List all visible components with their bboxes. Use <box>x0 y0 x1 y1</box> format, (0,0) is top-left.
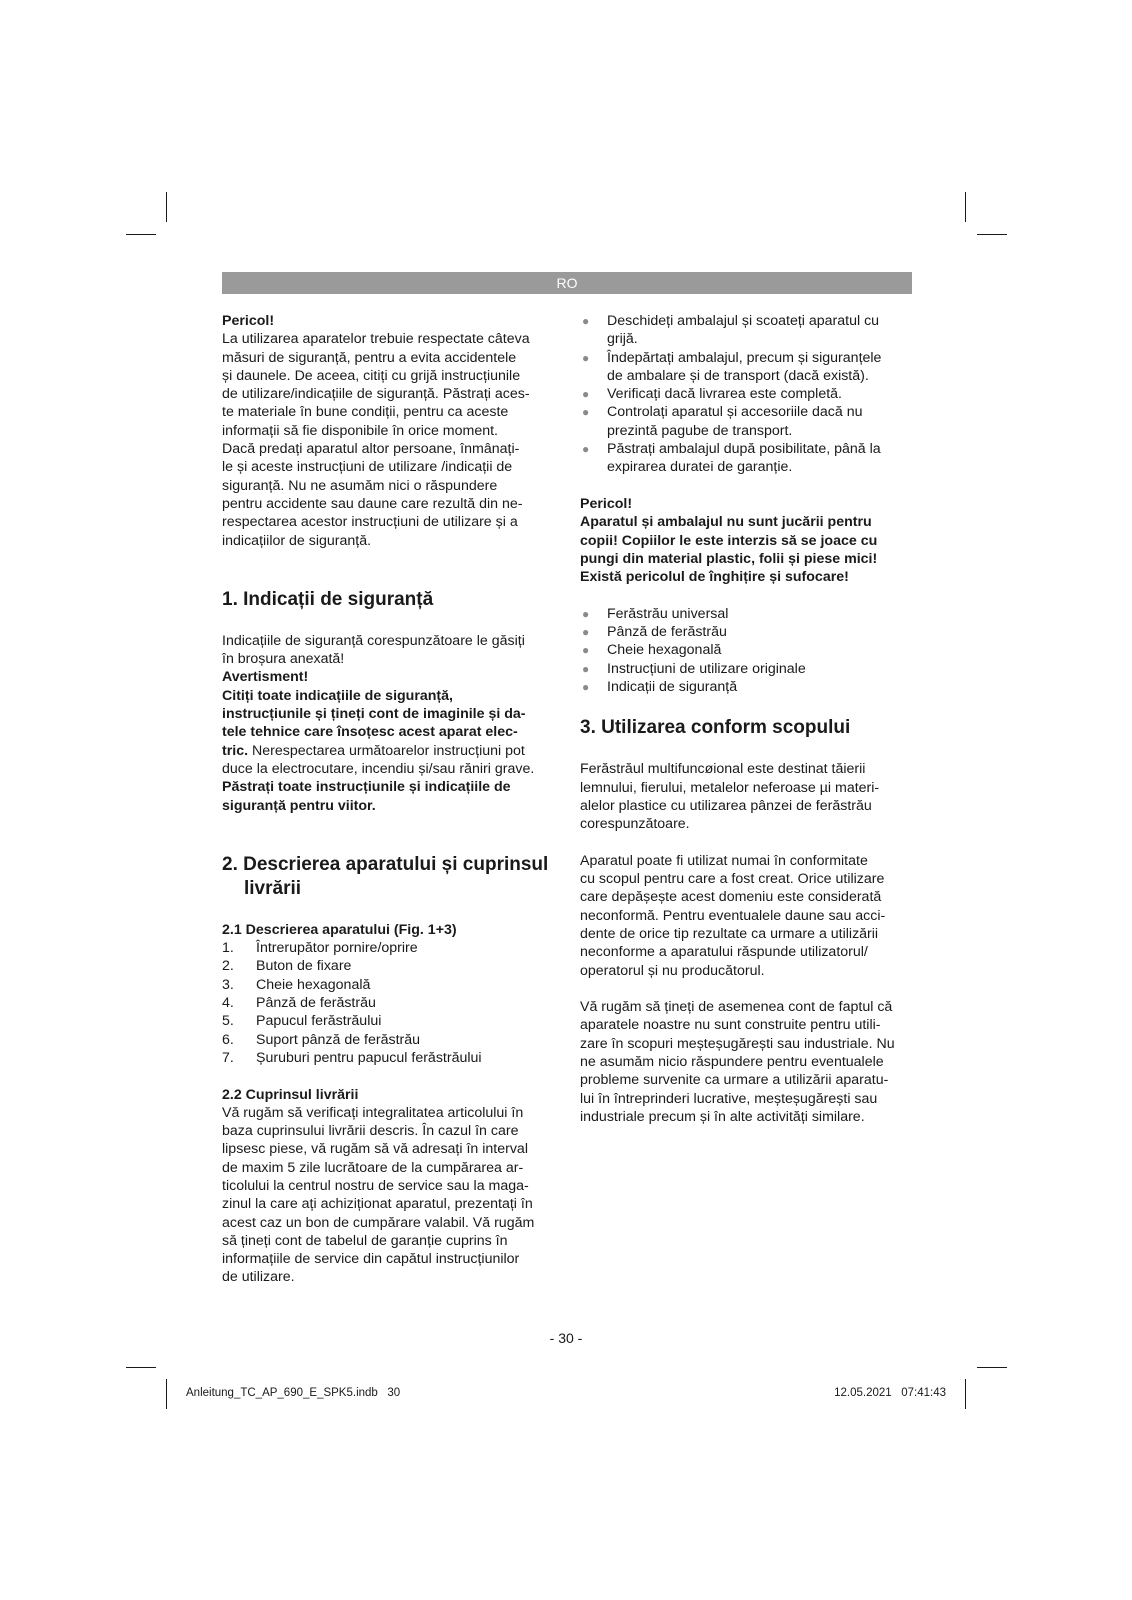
list-item: ● Ferăstrău universal <box>582 605 729 622</box>
subsection-2-1-title: 2.1 Descrierea aparatului (Fig. 1+3) <box>222 921 457 938</box>
intro-text: La utilizarea aparatelor trebuie respectate câteva măsuri de siguranță, pentru a evita accidentele și daunele. De aceea, citiți cu grijă instrucțiunile de utilizare/indicațiile de siguranță. Păstrați aces- te materiale în bune condiții, pentru ca aceste informații să fie disponibile în orice moment. Dacă predați aparatul altor persoane, înmânați- le și aceste instrucțiuni de utilizare /indicații de siguranță. Nu ne asumăm nici o răspundere pentru accidente sau daune care rezultă din ne- respectarea acestor instrucțiuni de utilizare și a indicațiilor de siguranță. <box>222 331 530 549</box>
bullet-icon: ● <box>582 643 590 658</box>
crop-mark <box>965 1379 966 1409</box>
parts-list <box>222 939 552 1067</box>
list-item: ● Cheie hexagonală <box>582 642 722 659</box>
contents-list <box>580 605 910 696</box>
purpose-paragraph-2: Aparatul poate fi utilizat numai în conformitate cu scopul pentru care a fost creat. Orice utilizare care depășește acest domeniu este considerată neconformă. Pentru eventualele daune sau acci- dente de orice tip rezultate ca urmare a utilizării neconforme a aparatului răspunde utilizatorul/ operatorul și nu producătorul. <box>580 852 886 979</box>
list-item: 5. Papucul ferăstrăului <box>222 1013 382 1030</box>
purpose-paragraph-1: Ferăstrăul multifuncøional este destinat tăierii lemnului, fierului, metalelor neferoase µi materi- alelor plastice cu utilizarea pânzei de ferăstrău corespunzătoare. <box>580 761 880 833</box>
bullet-icon: ● <box>582 442 590 457</box>
page-number: - 30 - <box>549 1330 583 1346</box>
list-item: ● Indicații de siguranță <box>582 678 738 695</box>
bullet-icon: ● <box>582 661 590 676</box>
crop-mark <box>166 1379 167 1409</box>
danger-title: Pericol! <box>222 313 275 329</box>
list-item: 4. Pânză de ferăstrău <box>222 995 376 1012</box>
list-item: ● Instrucțiuni de utilizare originale <box>582 660 806 677</box>
unpacking-list <box>580 312 910 477</box>
right-column: ● Deschideți ambalajul și scoateți aparatul cu grijă. ● Îndepărtați ambalajul, precum și siguranțele de ambalare și de transport (dacă există). ● Verificați dacă livrarea este completă. ● Controlați aparatul și accesoriile dacă nu prezintă pagube de transport. ● Păstrați ambalajul după posibilitate, până la expirarea duratei de garanție. Pericol! Aparatul și ambalajul nu sunt jucării pentru copii! Copiilor le este interzis să se joace cu pungi din material plastic, folii și piese mici! Există pericolul de înghițire și sufocare! ● Ferăstrău universal ● Pânză de ferăstrău ● Cheie hexagonală ● Instrucțiuni de utilizare originale ● Indicații de siguranță 3. Utilizarea conform scopului Ferăstrăul multifuncøional este destinat tăierii lemnului, fierului, metalelor neferoase µi materi- alelor plastice cu utilizarea pânzei de ferăstrău corespunzătoare. Aparatul poate fi utilizat numai în conformitate cu scopul pentru care a fost creat. Orice utilizare care depășește acest domeniu este considerată neconformă. Pentru eventualele daune sau acci- dente de orice tip rezultate ca urmare a utilizării neconforme a aparatului răspunde utilizatorul/ operatorul și nu producătorul. Vă rugăm să țineți de asemenea cont de faptul că aparatele noastre nu sunt construite pentru utili- zare în scopuri meșteșugărești sau industriale. Nu ne asumăm nicio răspundere pentru eventualele probleme survenite ca urmare a utilizării aparatu- lui în întreprinderi lucrative, meșteșugărești sau industriale precum și în alte activități similare. <box>580 312 910 1126</box>
section-3-title: 3. Utilizarea conform scopului <box>580 717 851 739</box>
footer-datetime: 12.05.2021 07:41:43 <box>834 1387 946 1399</box>
list-item: ● Deschideți ambalajul și scoateți aparatul cu grijă. <box>582 313 880 348</box>
language-bar: RO <box>222 272 912 294</box>
danger-title: Pericol! <box>580 495 633 512</box>
crop-mark <box>977 234 1007 235</box>
list-item: 7. Șuruburi pentru papucul ferăstrăului <box>222 1049 482 1066</box>
left-column: Pericol! La utilizarea aparatelor trebuie respectate câteva măsuri de siguranță, pentru a evita accidentele și daunele. De aceea, citiți cu grijă instrucțiunile de utilizare/indicațiile de siguranță. Păstrați aces- te materiale în bune condiții, pentru ca aceste informații să fie disponibile în orice moment. Dacă predați aparatul altor persoane, înmânați- le și aceste instrucțiuni de utilizare /indicații de siguranță. Nu ne asumăm nici o răspundere pentru accidente sau daune care rezultă din ne- respectarea acestor instrucțiuni de utilizare și a indicațiilor de siguranță. 1. Indicații de siguranță Indicațiile de siguranță corespunzătoare le găsiți în broșura anexată! Avertisment! Citiți toate indicațiile de siguranță, instrucțiunile și țineți cont de imaginile și da- tele tehnice care însoțesc acest aparat elec- tric. Nerespectarea următoarelor instrucțiuni pot duce la electrocutare, incendiu și/sau răniri grave. Păstrați toate instrucțiunile și indicațiile de siguranță pentru viitor. 2. Descrierea aparatului și cuprinsul livrării 2.1 Descrierea aparatului (Fig. 1+3) 1. Întrerupător pornire/oprire 2. Buton de fixare 3. Cheie hexagonală 4. Pânză de ferăstrău 5. Papucul ferăstrăului 6. Suport pânză de ferăstrău 7. Șuruburi pentru papucul ferăstrăului 2.2 Cuprinsul livrării Vă rugăm să verificați integralitatea articolului în baza cuprinsului livrării descris. În cazul în care lipsesc piese, vă rugăm să vă adresați în interval de maxim 5 zile lucrătoare de la cumpărarea ar- ticolului la centrul nostru de service sau la maga- zinul la care ați achiziționat aparatul, prezentați în acest caz un bon de cumpărare valabil. Vă rugăm să țineți cont de tabelul de garanție cuprins în informațiile de service din capătul instrucțiunilor de utilizare. <box>222 312 552 1287</box>
list-item: 1. Întrerupător pornire/oprire <box>222 940 418 957</box>
subsection-2-2-title: 2.2 Cuprinsul livrării <box>222 1086 359 1103</box>
bullet-icon: ● <box>582 625 590 640</box>
section-1-title: 1. Indicații de siguranță <box>222 588 434 610</box>
bullet-icon: ● <box>582 405 590 420</box>
list-item: 3. Cheie hexagonală <box>222 976 371 993</box>
list-item: ● Verificați dacă livrarea este completă. <box>582 386 842 403</box>
bullet-icon: ● <box>582 387 590 402</box>
footer-file-name: Anleitung_TC_AP_690_E_SPK5.indb 30 <box>186 1387 401 1399</box>
list-item: ● Pânză de ferăstrău <box>582 624 727 641</box>
bullet-icon: ● <box>582 350 590 365</box>
crop-mark <box>126 234 156 235</box>
crop-mark <box>126 1367 156 1368</box>
warning-title: Avertisment! <box>222 669 309 686</box>
list-item: ● Îndepărtați ambalajul, precum și siguranțele de ambalare și de transport (dacă există). <box>582 349 882 384</box>
bullet-icon: ● <box>582 606 590 621</box>
bullet-icon: ● <box>582 679 590 694</box>
list-item: ● Păstrați ambalajul după posibilitate, până la expirarea duratei de garanție. <box>582 441 881 476</box>
section-2-title: 2. Descrierea aparatului și cuprinsul livrării <box>222 853 549 899</box>
list-item: ● Controlați aparatul și accesoriile dacă nu prezintă pagube de transport. <box>582 404 863 439</box>
crop-mark <box>977 1367 1007 1368</box>
list-item: 6. Suport pânză de ferăstrău <box>222 1031 421 1048</box>
delivery-text: Vă rugăm să verificați integralitatea articolului în baza cuprinsului livrării descris. În cazul în care lipsesc piese, vă rugăm să vă adresați în interval de maxim 5 zile lucrătoare de la cumpărarea ar- ticolului la centrul nostru de service sau la maga- zinul la care ați achiziționat aparatul, prezentați în acest caz un bon de cumpărare valabil. Vă rugăm să țineți cont de tabelul de garanție cuprins în informațiile de service din capătul instrucțiunilor de utilizare. <box>222 1104 535 1286</box>
purpose-paragraph-3: Vă rugăm să țineți de asemenea cont de faptul că aparatele noastre nu sunt construite pentru utili- zare în scopuri meșteșugărești sau industriale. Nu ne asumăm nicio răspundere pentru eventualele probleme survenite ca urmare a utilizării aparatu- lui în întreprinderi lucrative, meșteșugărești sau industriale precum și în alte activități similare. <box>580 999 895 1125</box>
crop-mark <box>965 192 966 222</box>
list-item: 2. Buton de fixare <box>222 958 352 975</box>
crop-mark <box>166 192 167 222</box>
bullet-icon: ● <box>582 314 590 328</box>
